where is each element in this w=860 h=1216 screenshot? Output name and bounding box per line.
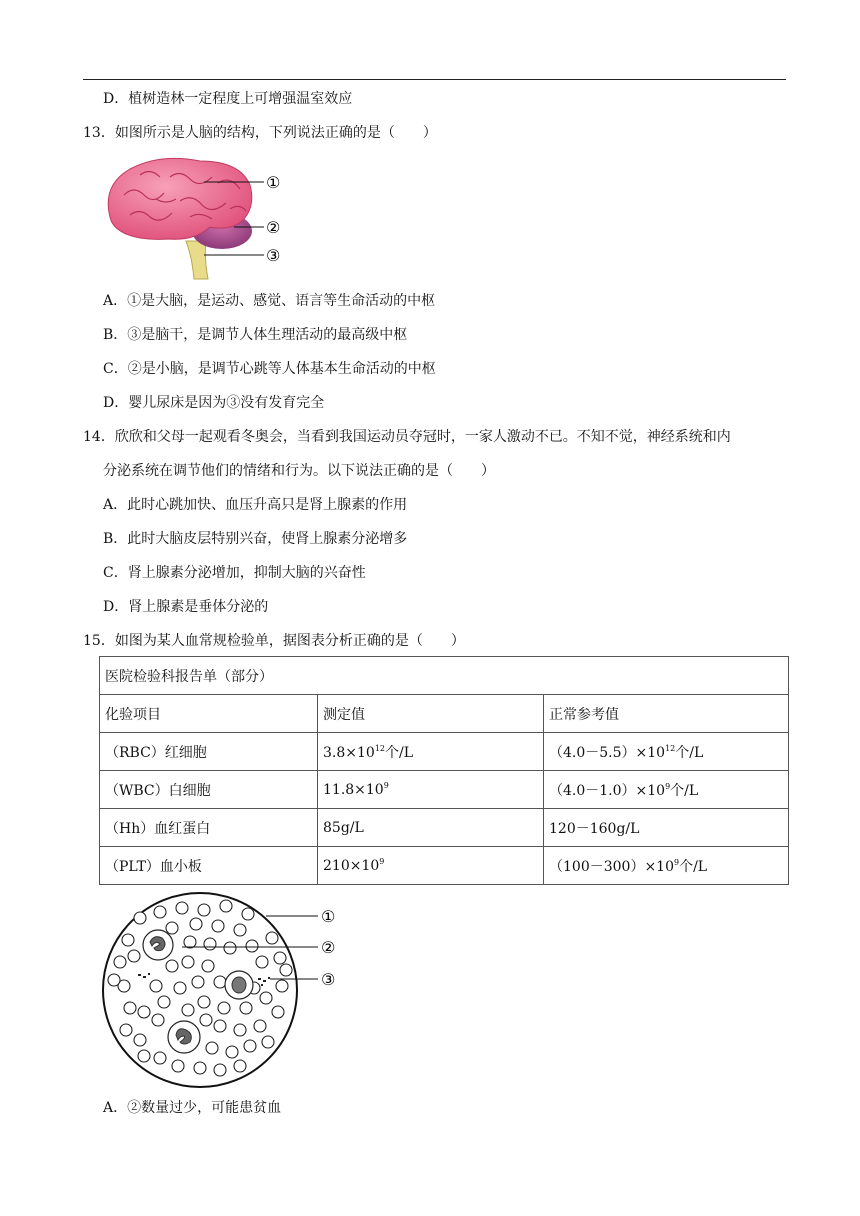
red-blood-cell xyxy=(114,956,126,968)
red-blood-cell xyxy=(120,1024,132,1036)
value-exponent: 9 xyxy=(379,857,385,866)
red-blood-cell xyxy=(198,996,210,1008)
header-item: 化验项目 xyxy=(100,695,318,733)
smear-label-1: ① xyxy=(321,907,336,926)
red-blood-cell xyxy=(272,1006,284,1018)
value-exponent: 12 xyxy=(374,743,385,753)
row-reference xyxy=(544,847,789,885)
red-blood-cell xyxy=(122,934,134,946)
white-blood-cell xyxy=(225,971,253,999)
row-item: （Hh）血红蛋白 xyxy=(100,809,318,847)
ref-unit: 个/L xyxy=(670,782,699,799)
red-blood-cell xyxy=(214,1064,226,1076)
brainstem-shape xyxy=(186,241,208,279)
row-reference xyxy=(544,809,789,847)
red-blood-cell xyxy=(138,1050,150,1062)
value-exponent: 9 xyxy=(383,781,389,790)
value-unit: 个/L xyxy=(385,744,414,761)
red-blood-cell xyxy=(152,1014,164,1026)
ref-exponent: 9 xyxy=(674,857,680,867)
red-blood-cell xyxy=(214,976,226,988)
q14-option-a: A．此时心跳加快、血压升高只是肾上腺素的作用 xyxy=(103,497,408,513)
red-blood-cell xyxy=(166,922,178,934)
red-blood-cell xyxy=(182,1004,194,1016)
table-row xyxy=(100,771,789,809)
table-header-row xyxy=(100,695,789,733)
q13-option-a: A．①是大脑，是运动、感觉、语言等生命活动的中枢 xyxy=(103,293,436,309)
red-blood-cell xyxy=(240,1002,252,1014)
red-blood-cell xyxy=(220,900,232,912)
value-base: 210×10 xyxy=(323,858,380,874)
blood-test-table xyxy=(99,656,789,885)
brain-label-2: ② xyxy=(266,218,281,237)
row-value xyxy=(318,733,544,771)
white-blood-cell xyxy=(143,930,173,960)
ref-unit: 个/L xyxy=(675,744,704,761)
red-blood-cell xyxy=(214,1020,226,1032)
red-blood-cell xyxy=(276,980,288,992)
red-blood-cell xyxy=(202,960,214,972)
red-blood-cell xyxy=(226,1046,238,1058)
red-blood-cell xyxy=(172,1060,184,1072)
red-blood-cell xyxy=(224,942,236,954)
cerebrum-shape xyxy=(108,158,252,239)
brain-figure xyxy=(100,155,290,285)
red-blood-cell xyxy=(242,908,254,920)
red-blood-cell xyxy=(212,920,224,932)
table-row xyxy=(100,847,789,885)
red-blood-cell xyxy=(234,924,246,936)
red-blood-cell xyxy=(246,940,258,952)
red-blood-cell xyxy=(128,950,140,962)
value-base: 11.8×10 xyxy=(323,782,384,798)
red-blood-cell xyxy=(182,956,194,968)
header-reference: 正常参考值 xyxy=(544,695,789,733)
red-blood-cell xyxy=(108,974,120,986)
table-title-row xyxy=(100,657,789,695)
red-blood-cell xyxy=(154,906,166,918)
red-blood-cell xyxy=(194,1062,206,1074)
red-blood-cell xyxy=(274,952,286,964)
ref-base: （4.0－1.0）×10 xyxy=(549,782,666,799)
table-row xyxy=(100,733,789,771)
red-blood-cell xyxy=(200,1014,212,1026)
red-blood-cell xyxy=(204,938,216,950)
red-blood-cell xyxy=(244,1040,256,1052)
row-reference xyxy=(544,771,789,809)
header-rule xyxy=(83,79,786,80)
red-blood-cell xyxy=(176,902,188,914)
value-base: 3.8×10 xyxy=(323,744,375,761)
red-blood-cell xyxy=(218,1002,230,1014)
q14-option-d: D．肾上腺素是垂体分泌的 xyxy=(103,599,269,615)
smear-label-2: ② xyxy=(321,938,336,957)
red-blood-cell xyxy=(206,1042,218,1054)
q13-option-c: C．②是小脑，是调节心跳等人体基本生命活动的中枢 xyxy=(103,361,436,377)
row-value xyxy=(318,809,544,847)
ref-base: （4.0－5.5）×10 xyxy=(549,744,666,761)
white-blood-cell xyxy=(168,1021,200,1053)
red-blood-cell xyxy=(138,1006,150,1018)
ref-base: （100－300）×10 xyxy=(549,858,674,875)
red-blood-cell xyxy=(158,996,170,1008)
brain-label-1: ① xyxy=(266,173,281,192)
blood-smear-figure xyxy=(100,890,350,1090)
red-blood-cell xyxy=(192,976,204,988)
row-reference xyxy=(544,733,789,771)
q12-option-d: D．植树造林一定程度上可增强温室效应 xyxy=(103,91,353,107)
ref-exponent: 9 xyxy=(665,781,671,791)
row-item: （PLT）血小板 xyxy=(100,847,318,885)
red-blood-cell xyxy=(234,1024,246,1036)
row-value xyxy=(318,847,544,885)
red-blood-cell xyxy=(262,1036,274,1048)
red-blood-cell xyxy=(166,960,178,972)
smear-label-3: ③ xyxy=(321,970,336,989)
red-blood-cell xyxy=(198,904,210,916)
red-blood-cell xyxy=(260,992,272,1004)
red-blood-cell xyxy=(234,1060,246,1072)
ref-base: 120－160g/L xyxy=(549,820,640,837)
row-value xyxy=(318,771,544,809)
red-blood-cell xyxy=(154,1052,166,1064)
red-blood-cell xyxy=(150,980,162,992)
brain-label-3: ③ xyxy=(266,246,281,265)
red-blood-cell xyxy=(254,1020,266,1032)
red-blood-cell xyxy=(124,1002,136,1014)
red-blood-cell xyxy=(190,918,202,930)
red-blood-cell xyxy=(174,982,186,994)
red-blood-cell xyxy=(266,932,278,944)
red-blood-cell xyxy=(184,936,196,948)
q13-option-d: D．婴儿尿床是因为③没有发育完全 xyxy=(103,395,325,411)
q15-stem: 15．如图为某人血常规检验单，据图表分析正确的是（ ） xyxy=(83,633,465,649)
header-value: 测定值 xyxy=(318,695,544,733)
red-blood-cell xyxy=(134,1034,146,1046)
q14-option-c: C．肾上腺素分泌增加，抑制大脑的兴奋性 xyxy=(103,565,366,581)
q14-stem-line2: 分泌系统在调节他们的情绪和行为。以下说法正确的是（ ） xyxy=(103,463,495,479)
red-blood-cell xyxy=(280,964,292,976)
q13-option-b: B．③是脑干，是调节人体生理活动的最高级中枢 xyxy=(103,327,408,343)
red-blood-cell xyxy=(256,956,268,968)
table-row xyxy=(100,809,789,847)
ref-unit: 个/L xyxy=(679,858,708,875)
q14-stem-line1: 14．欣欣和父母一起观看冬奥会，当看到我国运动员夺冠时，一家人激动不已。不知不觉，神经系统和内 xyxy=(83,429,731,445)
table-title: 医院检验科报告单（部分） xyxy=(100,657,789,695)
q13-stem: 13．如图所示是人脑的结构，下列说法正确的是（ ） xyxy=(83,125,437,141)
q14-option-b: B．此时大脑皮层特别兴奋，使肾上腺素分泌增多 xyxy=(103,531,408,547)
row-item: （RBC）红细胞 xyxy=(100,733,318,771)
row-item: （WBC）白细胞 xyxy=(100,771,318,809)
value-base: 85g/L xyxy=(323,820,364,836)
red-blood-cell xyxy=(134,912,146,924)
ref-exponent: 12 xyxy=(665,743,676,753)
q15-option-a: A．②数量过少，可能患贫血 xyxy=(103,1100,282,1116)
